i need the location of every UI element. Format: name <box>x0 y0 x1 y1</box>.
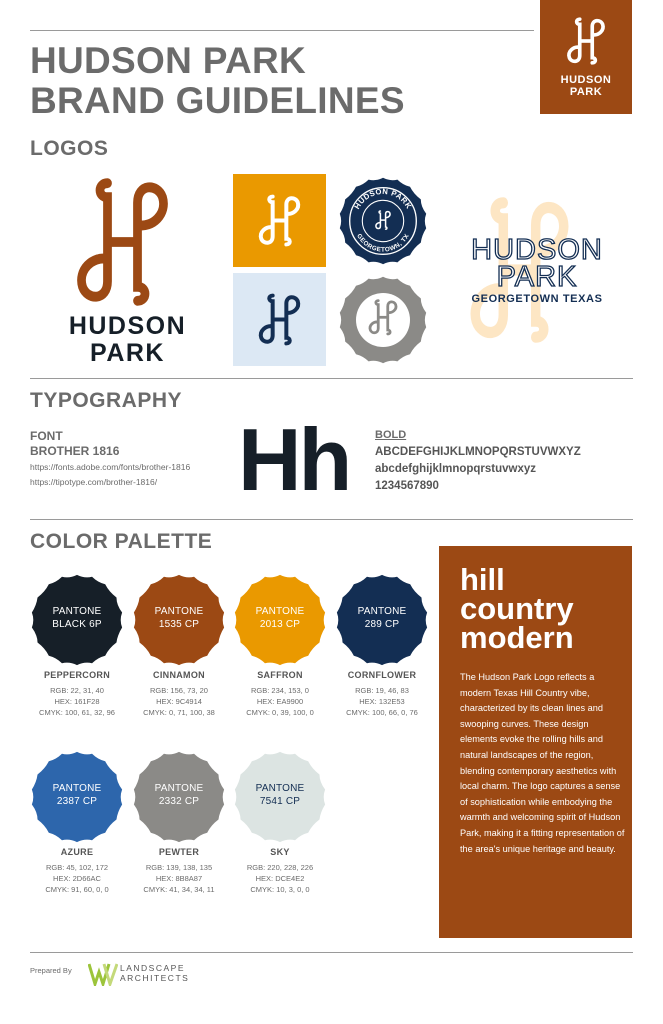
wordmark-line1: HUDSON <box>471 234 603 266</box>
company-name-line2: ARCHITECTS <box>120 973 190 983</box>
logo-sky-square <box>233 273 326 366</box>
svg-text:GEORGETOWN, TX: GEORGETOWN, TX <box>355 232 411 254</box>
color-rgb: RGB: 220, 228, 226 <box>246 863 314 872</box>
tagline-line2: country <box>460 591 574 626</box>
color-name: PEWTER <box>158 847 200 857</box>
section-rule <box>30 519 633 520</box>
monogram-icon <box>251 188 308 253</box>
seal-logo-navy <box>338 176 428 266</box>
section-rule <box>30 378 633 379</box>
badge-text-line2: PARK <box>569 86 603 98</box>
swatch-pantone-label: PANTONE <box>357 606 407 617</box>
color-name: AZURE <box>60 847 94 857</box>
brand-badge <box>540 0 632 114</box>
type-specimen: Hh <box>238 410 350 509</box>
alphabet-upper: ABCDEFGHIJKLMNOPQRSTUVWXYZ <box>375 446 581 458</box>
color-name: CORNFLOWER <box>347 670 417 680</box>
logo-saffron-square <box>233 174 326 267</box>
color-cmyk: CMYK: 100, 66, 0, 76 <box>346 708 418 717</box>
color-cmyk: CMYK: 41, 34, 34, 11 <box>143 885 215 894</box>
color-cmyk: CMYK: 0, 39, 100, 0 <box>246 708 314 717</box>
color-hex: HEX: EA9900 <box>256 697 304 706</box>
prepared-by-label: Prepared By <box>30 966 72 975</box>
color-name: PEPPERCORN <box>43 670 110 680</box>
company-logo-icon <box>88 962 118 986</box>
swatch-pantone-label: PANTONE <box>154 606 204 617</box>
color-cmyk: CMYK: 0, 71, 100, 38 <box>143 708 215 717</box>
alphabet-lower: abcdefghijklmnopqrstuvwxyz <box>375 463 537 475</box>
color-rgb: RGB: 22, 31, 40 <box>50 686 104 695</box>
color-name: SKY <box>270 847 290 857</box>
weight-label: BOLD <box>375 429 407 441</box>
font-label: FONT <box>30 429 63 443</box>
swatch-pantone-label: PANTONE <box>255 783 305 794</box>
svg-text:HUDSON PARK: HUDSON PARK <box>352 186 414 211</box>
wordmark-line3: GEORGETOWN TEXAS <box>471 293 603 305</box>
primary-monogram-icon <box>60 172 185 312</box>
tagline-line3: modern <box>460 620 574 655</box>
color-hex: HEX: 2D66AC <box>53 874 101 883</box>
typography-heading: TYPOGRAPHY <box>30 389 183 412</box>
swatch-pantone-code: 2013 CP <box>259 619 301 630</box>
color-rgb: RGB: 19, 46, 83 <box>355 686 409 695</box>
badge-text-line1: HUDSON <box>560 74 612 86</box>
color-hex: HEX: 9C4914 <box>156 697 202 706</box>
badge-monogram-icon <box>560 10 612 72</box>
swatch-pantone-code: 7541 CP <box>259 796 301 807</box>
swatch-pantone-code: 289 CP <box>364 619 400 630</box>
color-rgb: RGB: 156, 73, 20 <box>150 686 208 695</box>
swatch-pantone-code: 2332 CP <box>158 796 200 807</box>
swatch-pantone-label: PANTONE <box>52 606 102 617</box>
seal-logo-pewter <box>338 275 428 365</box>
font-link-adobe[interactable]: https://fonts.adobe.com/fonts/brother-1816 <box>30 462 191 472</box>
primary-logo-line1: HUDSON <box>68 312 187 340</box>
primary-logo-line2: PARK <box>90 339 165 367</box>
color-hex: HEX: 132E53 <box>359 697 405 706</box>
color-cmyk: CMYK: 91, 60, 0, 0 <box>45 885 109 894</box>
logo-description: The Hudson Park Logo reflects a modern Texas Hill Country vibe, characterized by its clean lines and swooping curves. These design elements evoke the rolling hills and natural landscapes of the region, blending contemporary aesthetics with local charm. The logo captures a sense of sophistication while embodying the warmth and welcoming spirit of Hudson Park, making it a fitting representation of the area's unique heritage and beauty. <box>460 672 625 854</box>
monogram-icon <box>251 287 308 352</box>
swatch-pantone-code: 1535 CP <box>158 619 200 630</box>
swatch-pantone-label: PANTONE <box>52 783 102 794</box>
wordmark-line2: PARK <box>496 261 578 293</box>
top-rule <box>30 30 534 31</box>
swatch-pantone-label: PANTONE <box>255 606 305 617</box>
color-rgb: RGB: 234, 153, 0 <box>251 686 309 695</box>
color-name: SAFFRON <box>257 670 303 680</box>
logos-heading: LOGOS <box>30 137 109 160</box>
company-name-line1: LANDSCAPE <box>120 963 185 973</box>
palette-heading: COLOR PALETTE <box>30 530 213 553</box>
color-rgb: RGB: 139, 138, 135 <box>145 863 213 872</box>
color-rgb: RGB: 45, 102, 172 <box>45 863 109 872</box>
swatch-pantone-label: PANTONE <box>154 783 204 794</box>
page-title-line2: BRAND GUIDELINES <box>30 80 405 121</box>
tagline-line1: hill <box>460 562 505 597</box>
color-cmyk: CMYK: 100, 61, 32, 96 <box>39 708 115 717</box>
color-hex: HEX: DCE4E2 <box>255 874 305 883</box>
swatch-pantone-code: 2387 CP <box>56 796 98 807</box>
color-name: CINNAMON <box>153 670 205 680</box>
digits: 1234567890 <box>375 480 439 492</box>
font-link-tipotype[interactable]: https://tipotype.com/brother-1816/ <box>30 477 158 487</box>
color-hex: HEX: 161F28 <box>54 697 100 706</box>
page-title-line1: HUDSON PARK <box>30 40 307 81</box>
color-cmyk: CMYK: 10, 3, 0, 0 <box>250 885 310 894</box>
font-name: BROTHER 1816 <box>30 444 120 458</box>
tagline <box>460 562 630 655</box>
color-hex: HEX: 8B8A87 <box>155 874 203 883</box>
swatch-pantone-code: BLACK 6P <box>52 619 102 630</box>
footer-rule <box>30 952 633 953</box>
